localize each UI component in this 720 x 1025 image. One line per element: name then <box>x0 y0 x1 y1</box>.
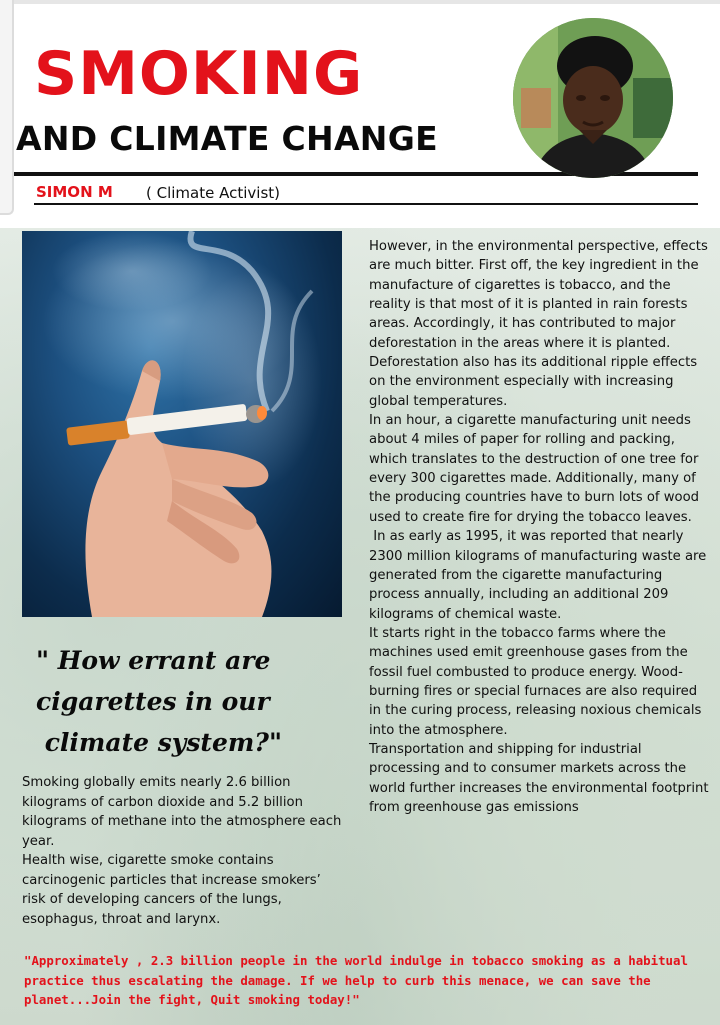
cigarette-illustration <box>22 231 342 617</box>
author-portrait <box>513 18 673 178</box>
left-column-text <box>22 773 344 929</box>
right-paragraph: Transportation and shipping for industrial processing and to consumer markets across the world further increases the environmental footprint from greenhouse gas emissions <box>369 741 709 815</box>
right-paragraph: In as early as 1995, it was reported that nearly 2300 million kilograms of manufacturing waste are generated from the cigarette manufacturing process annually, including an additional 209 kilograms of chemical waste. <box>369 529 711 622</box>
pull-quote-line: cigarettes in our <box>36 687 270 716</box>
right-paragraph: It starts right in the tobacco farms where the machines used emit greenhouse gases from the fossil fuel combusted to produce energy. Wood-burning fires or special furnaces are also required in the curing process, releasing noxious chemicals into the atmosphere. <box>369 625 702 738</box>
pull-quote-line: " How errant are <box>36 646 271 675</box>
author-name: SIMON M <box>36 183 113 201</box>
right-paragraph: In an hour, a cigarette manufacturing unit needs about 4 miles of paper for rolling and packing, which translates to the destruction of one tree for every 300 cigarettes made. Additionally, many of the producing countries have to burn lots of wood used to create fire for drying the tobacco leaves. <box>369 413 700 525</box>
left-paragraph: Smoking globally emits nearly 2.6 billion kilograms of carbon dioxide and 5.2 billion kilograms of methane into the atmosphere each year. <box>22 775 342 849</box>
pull-quote <box>36 640 336 763</box>
article-title: SMOKING <box>34 39 364 109</box>
right-paragraph: Deforestation also has its additional ripple effects on the environment especially with increasing global temperatures. <box>369 355 698 409</box>
author-role: ( Climate Activist) <box>146 184 280 202</box>
left-paragraph: Health wise, cigarette smoke contains carcinogenic particles that increase smokers’ risk of developing cancers of the lungs, esophagus, throat and larynx. <box>22 853 321 927</box>
author-avatar <box>513 18 673 178</box>
pull-quote-line: climate system?" <box>36 728 282 757</box>
right-paragraph: However, in the environmental perspective, effects are much bitter. First off, the key ingredient in the manufacture of cigarettes is tobacco, and the reality is that most of it is planted in rain forests areas. Accordingly, it has contributed to major deforestation in the areas where it is planted. <box>369 239 708 351</box>
right-column-text <box>369 237 709 817</box>
page-edge <box>0 0 14 215</box>
header-rule-bottom <box>34 203 698 205</box>
closing-quote: "Approximately , 2.3 billion people in the world indulge in tobacco smoking as a habitual practice thus escalating the damage. If we help to curb this menace, we can save the planet...Join the fight, Quit smoking today!" <box>24 953 688 1007</box>
cigarette-photo <box>22 231 342 617</box>
article-subtitle: AND CLIMATE CHANGE <box>16 119 438 158</box>
